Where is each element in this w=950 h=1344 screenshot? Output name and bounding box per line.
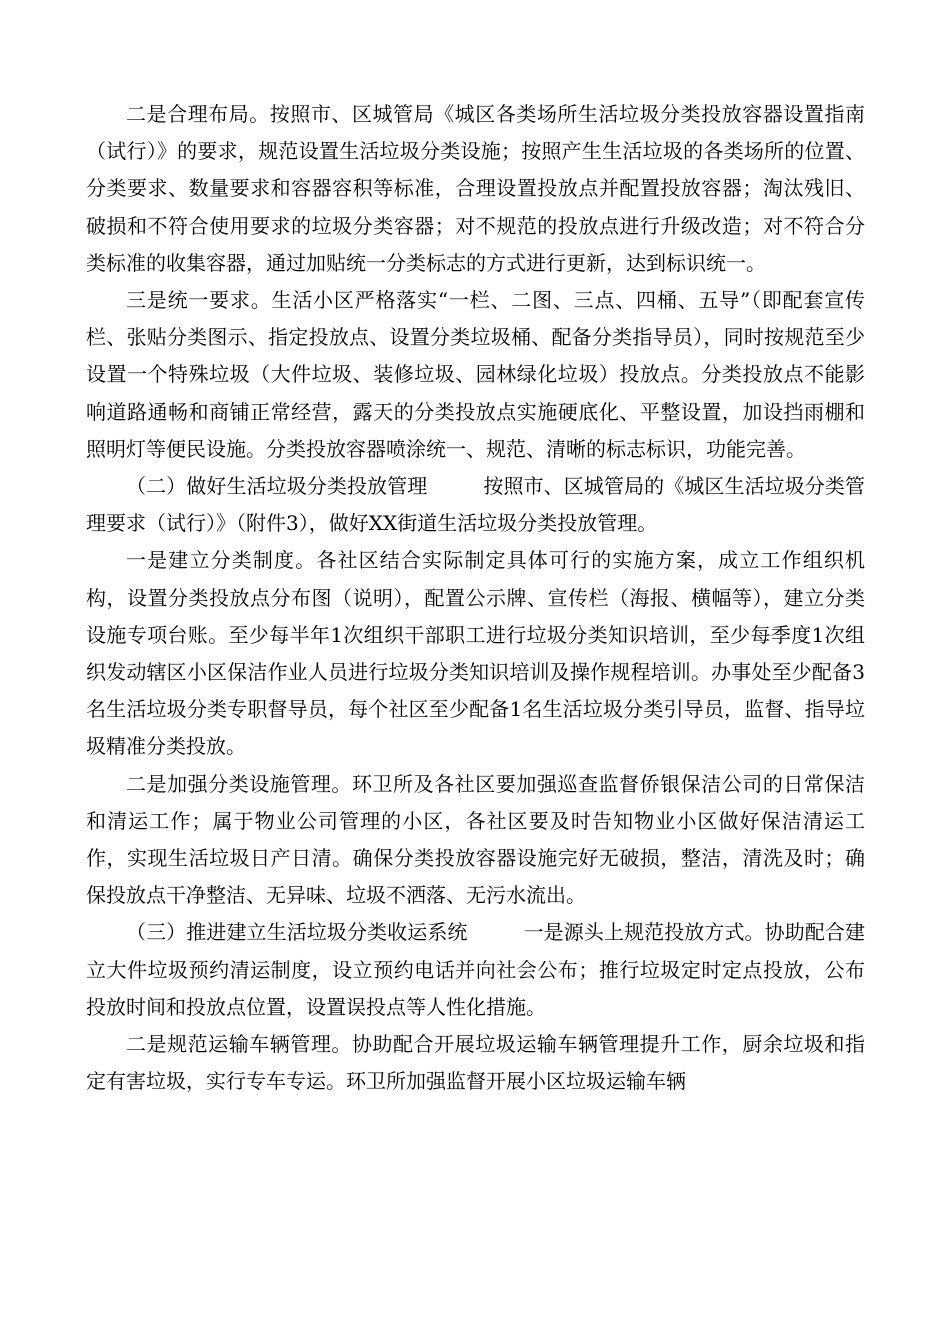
document-body (86, 96, 865, 1100)
paragraph-layout: 二是合理布局。按照市、区城管局《城区各类场所生活垃圾分类投放容器设置指南（试行）》的要求，规范设置生活垃圾分类设施；按照产生生活垃圾的各类场所的位置、分类要求、数量要求和容器容积等标准，合理设置投放点并配置投放容器；淘汰残旧、破损和不符合使用要求的垃圾分类容器；对不规范的投放点进行升级改造；对不符合分类标准的收集容器，通过加贴统一分类标志的方式进行更新，达到标识统一。 (86, 102, 865, 275)
section-2-body: 按照市、区城管局的《城区生活垃圾分类管理要求（试行）》（附件3），做好XX街道生活垃圾分类投放管理。 (86, 474, 866, 536)
section-3-body: 一是源头上规范投放方式。协助配合建立大件垃圾预约清运制度，设立预约电话并向社会公布；推行垃圾定时定点投放，公布投放时间和投放点位置，设置误投点等人性化措施。 (86, 920, 865, 1019)
section-2-heading: （二）做好生活垃圾分类投放管理 (126, 474, 428, 499)
paragraph-vehicle-management: 二是规范运输车辆管理。协助配合开展垃圾运输车辆管理提升工作，厨余垃圾和指定有害垃圾，实行专车专运。环卫所加强监督开展小区垃圾运输车辆 (86, 1032, 865, 1094)
paragraph-requirements: 三是统一要求。生活小区严格落实“一栏、二图、三点、四桶、五导”（即配套宣传栏、张贴分类图示、指定投放点、设置分类垃圾桶、配备分类指导员），同时按规范至少设置一个特殊垃圾（大件垃圾、装修垃圾、园林绿化垃圾）投放点。分类投放点不能影响道路通畅和商铺正常经营，露天的分类投放点实施硬底化、平整设置，加设挡雨棚和照明灯等便民设施。分类投放容器喷涂统一、规范、清晰的标志标识，功能完善。 (86, 288, 865, 461)
section-2-paragraph (86, 468, 865, 542)
section-3-paragraph (86, 914, 865, 1026)
paragraph-facility-management: 二是加强分类设施管理。环卫所及各社区要加强巡查监督侨银保洁公司的日常保洁和清运工作；属于物业公司管理的小区，各社区要及时告知物业小区做好保洁清运工作，实现生活垃圾日产日清。确保分类投放容器设施完好无破损，整洁，清洗及时；确保投放点干净整洁、无异味、垃圾不洒落、无污水流出。 (86, 771, 865, 908)
section-3-heading: （三）推进建立生活垃圾分类收运系统 (126, 920, 468, 945)
paragraph-classification-system: 一是建立分类制度。各社区结合实际制定具体可行的实施方案，成立工作组织机构，设置分类投放点分布图（说明），配置公示牌、宣传栏（海报、横幅等），建立分类设施专项台账。至少每半年1次组织干部职工进行垃圾分类知识培训，至少每季度1次组织发动辖区小区保洁作业人员进行垃圾分类知识培训及操作规程培训。办事处至少配备3名生活垃圾分类专职督导员，每个社区至少配备1名生活垃圾分类引导员，监督、指导垃圾精准分类投放。 (86, 548, 865, 759)
